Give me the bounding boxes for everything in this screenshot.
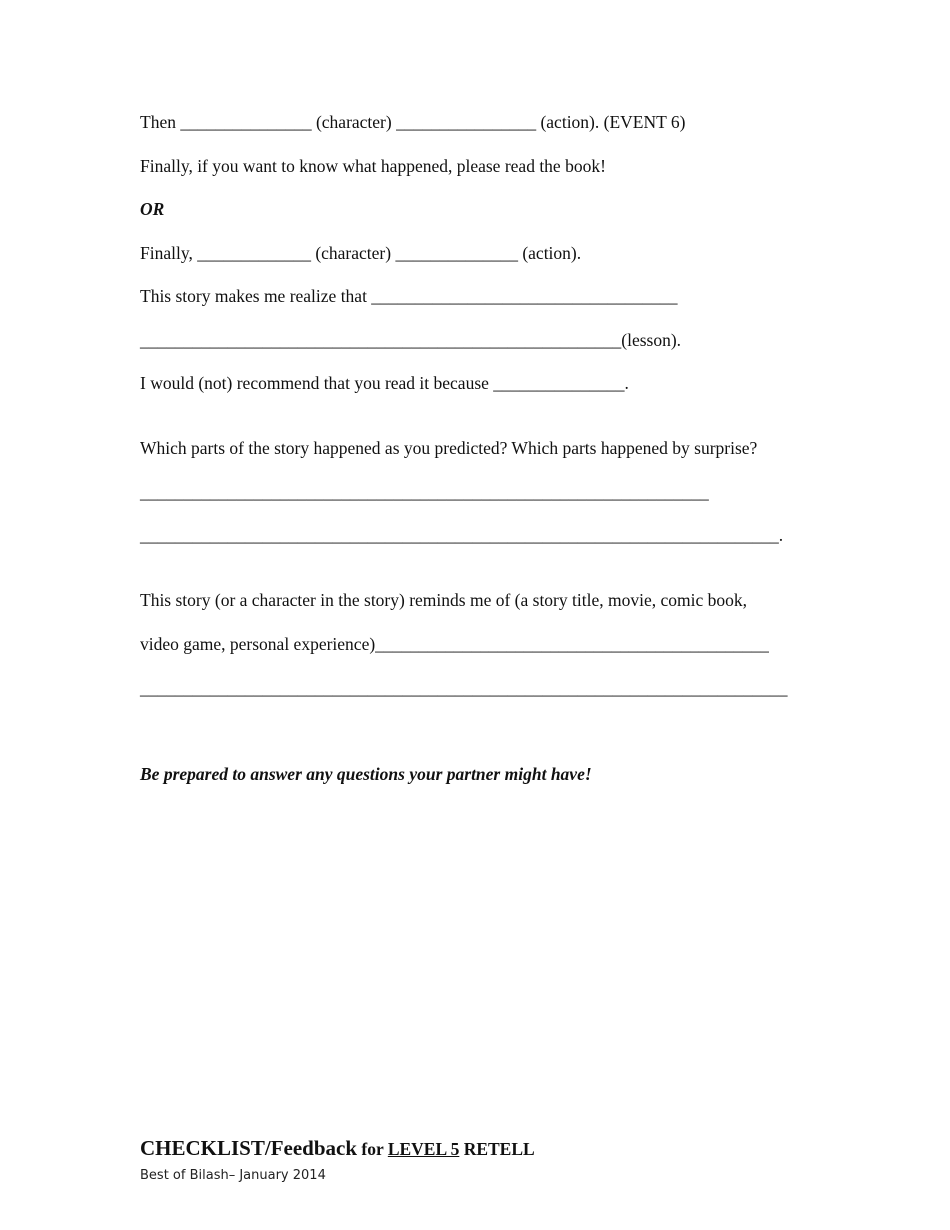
checklist-heading bbox=[140, 1138, 535, 1159]
answer-blank-line-1: _________________________________________________________________ bbox=[140, 482, 709, 502]
finally-read-book-line: Finally, if you want to know what happened, please read the book! bbox=[140, 156, 606, 176]
answer-blank-line-3: __________________________________________________________________________ bbox=[140, 678, 788, 698]
be-prepared-note: Be prepared to answer any questions your partner might have! bbox=[140, 764, 592, 784]
checklist-title: CHECKLIST/Feedback bbox=[140, 1136, 358, 1160]
answer-blank-line-2: _________________________________________________________________________. bbox=[140, 525, 784, 545]
lesson-blank-line: _______________________________________________________(lesson). bbox=[140, 330, 682, 350]
video-game-prompt: video game, personal experience)_____________________________________________ bbox=[140, 634, 769, 654]
checklist-retell: RETELL bbox=[459, 1139, 535, 1159]
finally-character-prompt: Finally, _____________ (character) ______________ (action). bbox=[140, 243, 582, 263]
or-divider: OR bbox=[140, 199, 165, 219]
predicted-question: Which parts of the story happened as you predicted? Which parts happened by surprise? bbox=[140, 438, 758, 458]
event-6-prompt: Then _______________ (character) ________________ (action). (EVENT 6) bbox=[140, 112, 686, 132]
checklist-level: LEVEL 5 bbox=[387, 1139, 460, 1159]
checklist-for-word: for bbox=[357, 1139, 388, 1159]
recommend-prompt: I would (not) recommend that you read it because _______________. bbox=[140, 373, 629, 393]
reminds-me-prompt: This story (or a character in the story) reminds me of (a story title, movie, comic book, bbox=[140, 590, 747, 610]
realize-prompt: This story makes me realize that ___________________________________ bbox=[140, 286, 678, 306]
page-footer: Best of Bilash– January 2014 bbox=[140, 1168, 326, 1183]
